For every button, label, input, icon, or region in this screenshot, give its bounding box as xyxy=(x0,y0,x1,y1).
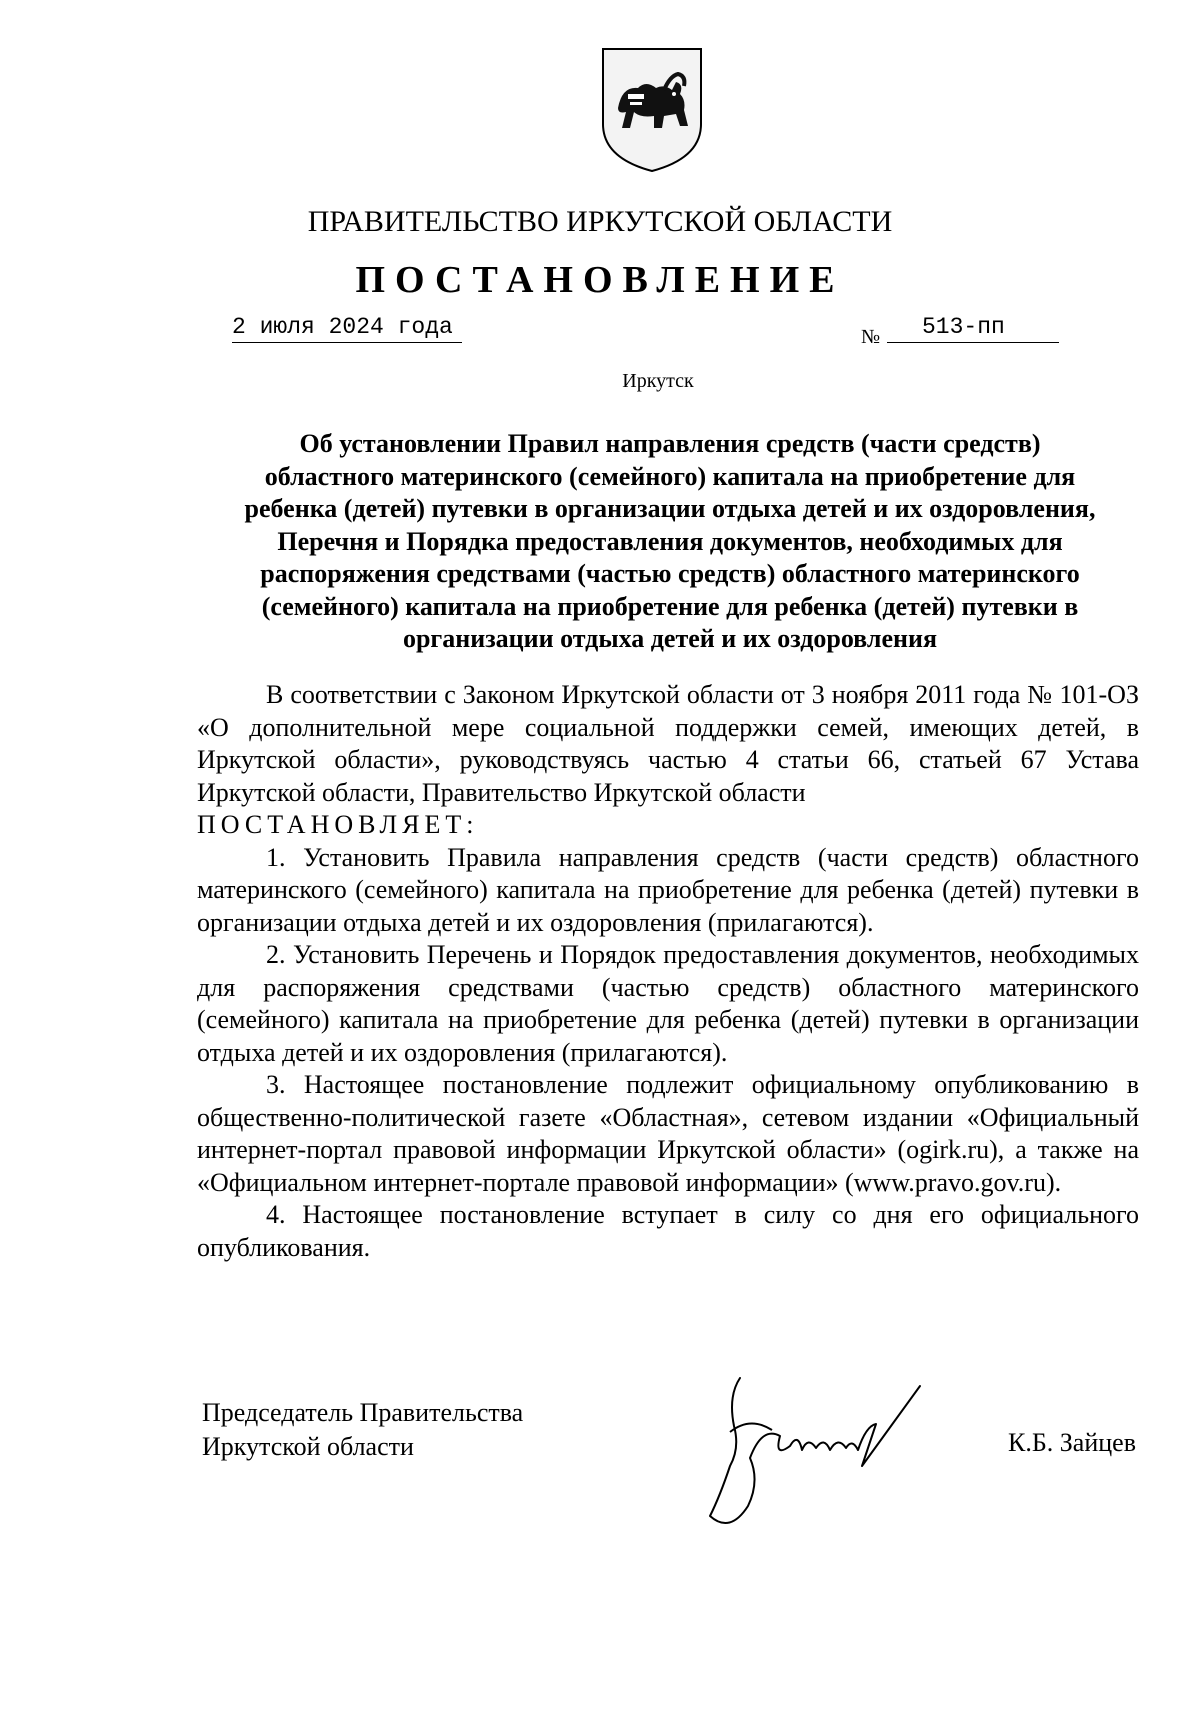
title-line: областного материнского (семейного) капитала на приобретение для xyxy=(264,461,1076,491)
document-title xyxy=(195,428,1145,656)
position-line: Иркутской области xyxy=(202,1432,414,1461)
document-type: ПОСТАНОВЛЕНИЕ xyxy=(355,259,845,301)
title-line: Перечня и Порядка предоставления документов, необходимых для xyxy=(277,526,1063,556)
item-paragraph: 2. Установить Перечень и Порядок предоставления документов, необходимых для распоряжения средствами (частью средств) областного материнского (семейного) капитала на приобретение для ребенка (детей) путевки в организации отдыха детей и их оздоровления (прилагаются). xyxy=(197,940,1139,1067)
title-line: распоряжения средствами (частью средств) областного материнского xyxy=(260,559,1080,588)
item-paragraph: 1. Установить Правила направления средств (части средств) областного материнского (семейного) капитала на приобретение для ребенка (детей) путевки в организации отдыха детей и их оздоровления (прилагаются). xyxy=(197,842,1139,937)
organization-name: ПРАВИТЕЛЬСТВО ИРКУТСКОЙ ОБЛАСТИ xyxy=(307,205,893,238)
position-line: Председатель Правительства xyxy=(202,1398,524,1427)
signatory-position xyxy=(202,1396,523,1464)
item-paragraph: 4. Настоящее постановление вступает в силу со дня его официального опубликования. xyxy=(197,1200,1139,1262)
preamble-paragraph: В соответствии с Законом Иркутской области от 3 ноября 2011 года № 101-ОЗ «О дополнительной мере социальной поддержки семей, имеющих детей, в Иркутской области», руководствуясь частью 4 статьи 66, статьей 67 Устава Иркутской области, Правительство Иркутской области xyxy=(197,680,1139,807)
document-date: 2 июля 2024 года xyxy=(232,314,462,343)
signatory-name: К.Б. Зайцев xyxy=(1008,1428,1136,1457)
number-label: № xyxy=(861,326,881,348)
coat-of-arms-emblem xyxy=(600,46,704,174)
title-line: организации отдыха детей и их оздоровления xyxy=(402,624,938,653)
handwritten-signature xyxy=(690,1366,930,1536)
document-number: 513-пп xyxy=(887,314,1059,343)
title-line: Об установлении Правил направления средств (части средств) xyxy=(299,429,1041,458)
title-line: ребенка (детей) путевки в организации отдыха детей и их оздоровления, xyxy=(244,494,1096,523)
city: Иркутск xyxy=(622,370,694,392)
item-paragraph: 3. Настоящее постановление подлежит официальному опубликованию в общественно-политической газете «Областная», сетевом издании «Официальный интернет-портал правовой информации Иркутской области» (ogirk.ru), а также на «Официальном интернет-портале правовой информации» (www.pravo.gov.ru). xyxy=(197,1070,1139,1197)
title-line: (семейного) капитала на приобретение для ребенка (детей) путевки в xyxy=(261,591,1079,621)
decree-word: ПОСТАНОВЛЯЕТ: xyxy=(197,810,479,839)
document-body xyxy=(197,679,1139,1264)
